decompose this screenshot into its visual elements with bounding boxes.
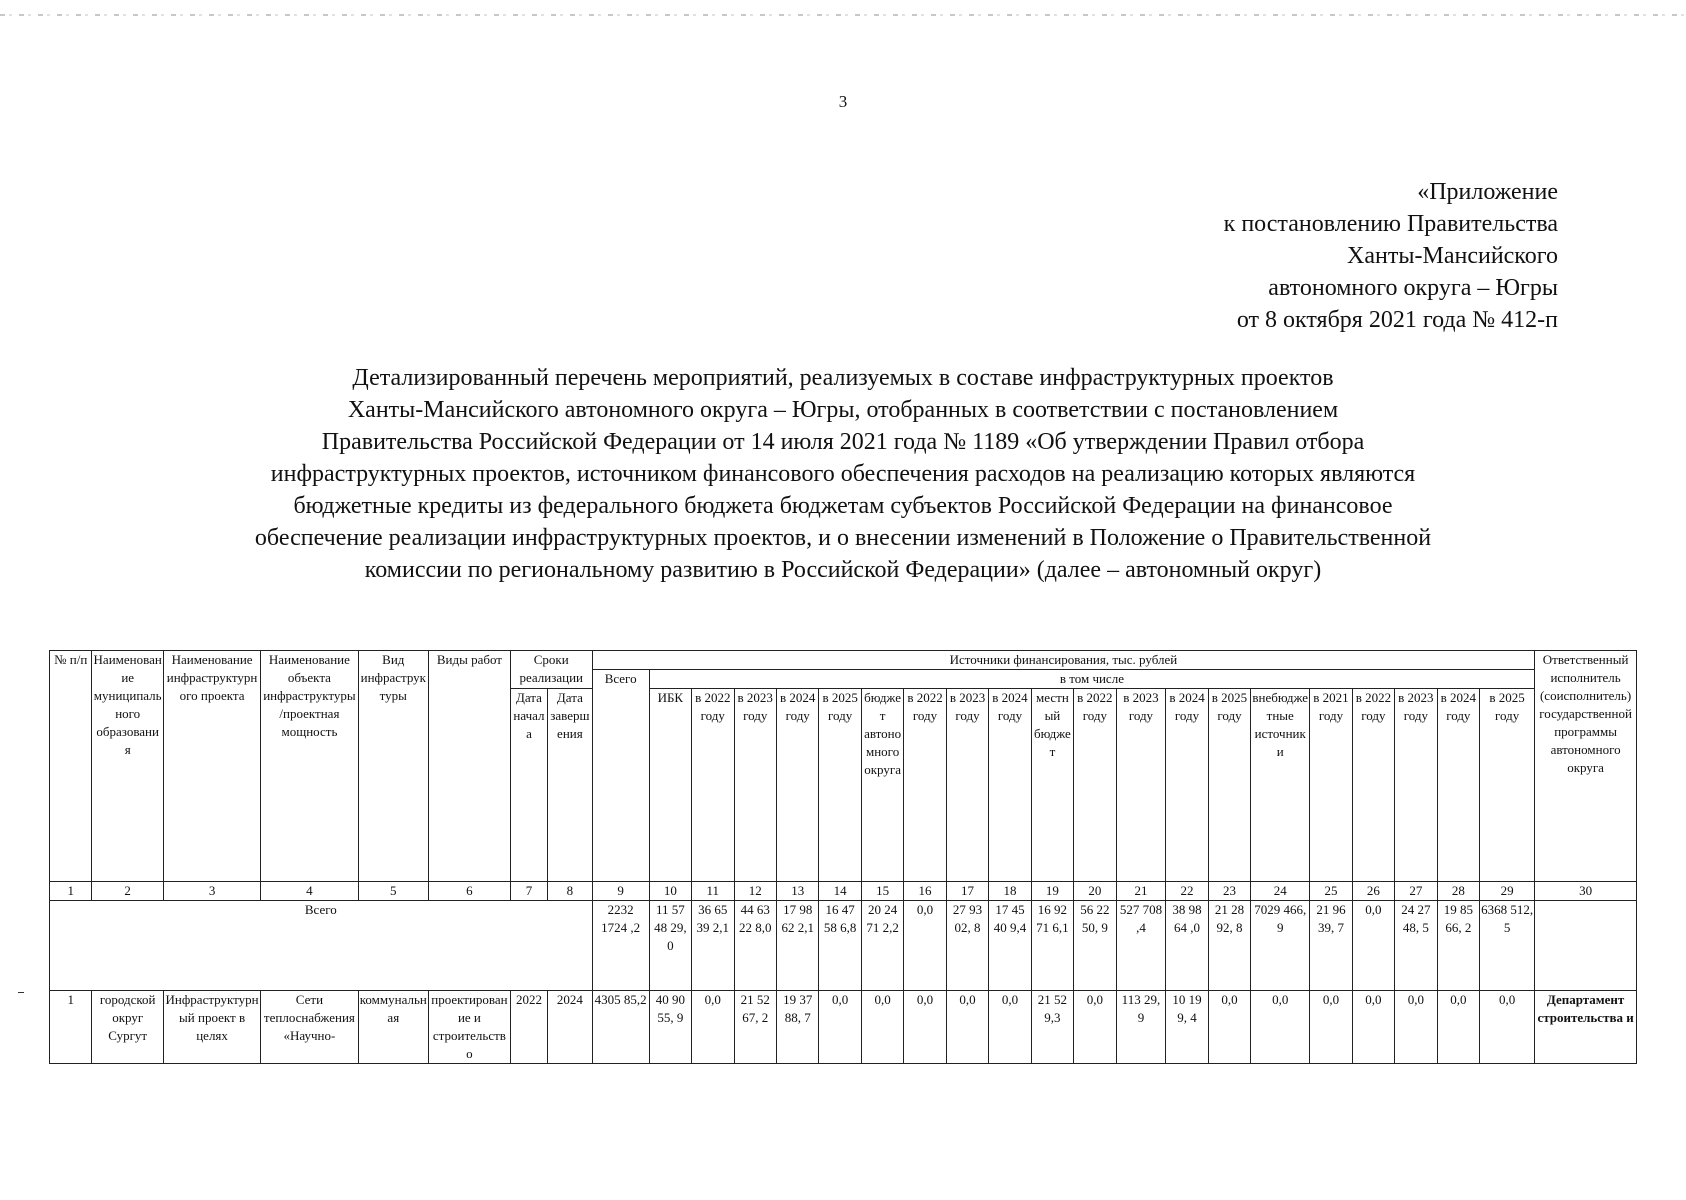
total-cell: 0,0 xyxy=(1352,901,1394,991)
header-cell: в 2024 году xyxy=(1166,689,1208,882)
column-number-cell: 9 xyxy=(592,882,649,901)
appendix-line: от 8 октября 2021 года № 412-п xyxy=(1236,307,1558,333)
total-cell: 6368 512, 5 xyxy=(1480,901,1535,991)
value-cell: 0,0 xyxy=(1395,991,1437,1064)
responsible-cell: Департамент строительства и xyxy=(1535,991,1637,1064)
value-cell: 0,0 xyxy=(904,991,946,1064)
value-cell: 113 29, 9 xyxy=(1116,991,1166,1064)
header-cell: бюджет автономного округа xyxy=(861,689,903,882)
column-number-cell: 10 xyxy=(649,882,691,901)
column-number-cell: 5 xyxy=(358,882,428,901)
total-cell: 19 85 66, 2 xyxy=(1437,901,1479,991)
total-cell: 11 57 48 29, 0 xyxy=(649,901,691,991)
header-cell: местный бюджет xyxy=(1031,689,1073,882)
header-cell: внебюджетные источники xyxy=(1251,689,1310,882)
column-number-cell: 12 xyxy=(734,882,776,901)
margin-mark xyxy=(18,992,24,993)
total-cell: 44 63 22 8,0 xyxy=(734,901,776,991)
column-number-cell: 14 xyxy=(819,882,861,901)
title-line: комиссии по региональному развитию в Российской Федерации» (далее – автономный округ) xyxy=(364,557,1322,583)
page-number: 3 xyxy=(838,92,848,111)
value-cell: 0,0 xyxy=(1437,991,1479,1064)
total-cell: 7029 466, 9 xyxy=(1251,901,1310,991)
column-number-cell: 30 xyxy=(1535,882,1637,901)
header-cell: ИБК xyxy=(649,689,691,882)
header-cell: Источники финансирования, тыс. рублей xyxy=(592,651,1535,670)
total-cell: 21 28 92, 8 xyxy=(1208,901,1250,991)
column-number-cell: 1 xyxy=(50,882,92,901)
header-cell: Ответственный исполнитель (соисполнитель) государственной программы автономного округа xyxy=(1535,651,1637,882)
total-cell: 38 98 64 ,0 xyxy=(1166,901,1208,991)
column-number-cell: 15 xyxy=(861,882,903,901)
value-cell: 40 90 55, 9 xyxy=(649,991,691,1064)
total-cell: 527 708 ,4 xyxy=(1116,901,1166,991)
table-row xyxy=(50,991,1637,1064)
column-number-cell: 18 xyxy=(989,882,1031,901)
column-number-cell: 6 xyxy=(429,882,511,901)
header-cell: в 2023 году xyxy=(946,689,988,882)
column-number-cell: 19 xyxy=(1031,882,1073,901)
value-cell: 0,0 xyxy=(819,991,861,1064)
appendix-block xyxy=(1224,176,1558,336)
total-cell: 21 96 39, 7 xyxy=(1310,901,1352,991)
total-cell: 56 22 50, 9 xyxy=(1074,901,1116,991)
header-cell: Наименование инфраструктурного проекта xyxy=(163,651,260,882)
column-number-cell: 11 xyxy=(692,882,734,901)
column-number-cell: 17 xyxy=(946,882,988,901)
value-cell: 0,0 xyxy=(861,991,903,1064)
appendix-line: автономного округа – Югры xyxy=(1268,275,1558,301)
column-number-cell: 7 xyxy=(510,882,547,901)
infrastructure-type-cell: коммунальная xyxy=(358,991,428,1064)
title-line: Правительства Российской Федерации от 14 июля 2021 года № 1189 «Об утверждении Правил отбора xyxy=(321,429,1365,455)
header-cell: в 2025 году xyxy=(1208,689,1250,882)
header-cell: Вид инфраструктуры xyxy=(358,651,428,882)
total-cell-empty xyxy=(1535,901,1637,991)
header-cell: в том числе xyxy=(649,670,1535,689)
value-cell: 0,0 xyxy=(1310,991,1352,1064)
header-cell: Виды работ xyxy=(429,651,511,882)
header-cell: в 2023 году xyxy=(734,689,776,882)
header-cell: в 2025 году xyxy=(1480,689,1535,882)
header-cell: в 2023 году xyxy=(1395,689,1437,882)
value-cell: 19 37 88, 7 xyxy=(776,991,818,1064)
header-cell: в 2024 году xyxy=(989,689,1031,882)
column-number-cell: 23 xyxy=(1208,882,1250,901)
appendix-line: «Приложение xyxy=(1417,179,1558,205)
header-row xyxy=(50,651,1637,670)
total-row xyxy=(50,901,1637,991)
value-cell: 0,0 xyxy=(1251,991,1310,1064)
document-title xyxy=(100,362,1586,586)
header-cell: Наименование муниципального образования xyxy=(92,651,163,882)
header-cell: в 2022 году xyxy=(692,689,734,882)
value-cell: 21 52 9,3 xyxy=(1031,991,1073,1064)
value-cell: 0,0 xyxy=(1074,991,1116,1064)
total-cell: 2232 1724 ,2 xyxy=(592,901,649,991)
total-cell: 16 47 58 6,8 xyxy=(819,901,861,991)
scan-edge-noise xyxy=(0,14,1686,16)
row-number: 1 xyxy=(50,991,92,1064)
value-cell: 0,0 xyxy=(1208,991,1250,1064)
column-number-cell: 24 xyxy=(1251,882,1310,901)
column-number-cell: 21 xyxy=(1116,882,1166,901)
total-cell: 16 92 71 6,1 xyxy=(1031,901,1073,991)
column-number-cell: 2 xyxy=(92,882,163,901)
header-cell: в 2025 году xyxy=(819,689,861,882)
header-cell: Дата начала xyxy=(510,689,547,882)
municipality-cell: городской округ Сургут xyxy=(92,991,163,1064)
appendix-line: к постановлению Правительства xyxy=(1223,211,1558,237)
column-number-cell: 3 xyxy=(163,882,260,901)
work-type-cell: проектирование и строительство xyxy=(429,991,511,1064)
header-cell: Наименование объекта инфраструктуры/проектная мощность xyxy=(261,651,358,882)
end-date-cell: 2024 xyxy=(548,991,593,1064)
financing-table-wrapper xyxy=(49,650,1637,1064)
title-line: Ханты-Мансийского автономного округа – Югры, отобранных в соответствии с постановлением xyxy=(347,397,1339,423)
column-number-cell: 22 xyxy=(1166,882,1208,901)
value-cell: 0,0 xyxy=(946,991,988,1064)
header-cell: в 2022 году xyxy=(1352,689,1394,882)
header-cell: в 2024 году xyxy=(776,689,818,882)
column-number-cell: 27 xyxy=(1395,882,1437,901)
column-number-cell: 25 xyxy=(1310,882,1352,901)
column-number-cell: 28 xyxy=(1437,882,1479,901)
header-cell: № п/п xyxy=(50,651,92,882)
total-cell: 36 65 39 2,1 xyxy=(692,901,734,991)
start-date-cell: 2022 xyxy=(510,991,547,1064)
column-number-row xyxy=(50,882,1637,901)
column-number-cell: 16 xyxy=(904,882,946,901)
title-line: бюджетные кредиты из федерального бюджета бюджетам субъектов Российской Федерации на финансовое xyxy=(293,493,1393,519)
header-cell: в 2024 году xyxy=(1437,689,1479,882)
header-cell: в 2022 году xyxy=(904,689,946,882)
column-number-cell: 4 xyxy=(261,882,358,901)
header-cell: Сроки реализации xyxy=(510,651,592,689)
value-cell: 21 52 67, 2 xyxy=(734,991,776,1064)
object-name-cell: Сети теплоснабжения «Научно- xyxy=(261,991,358,1064)
total-cell: 20 24 71 2,2 xyxy=(861,901,903,991)
header-cell: в 2023 году xyxy=(1116,689,1166,882)
appendix-line: Ханты-Мансийского xyxy=(1347,243,1558,269)
header-cell: в 2022 году xyxy=(1074,689,1116,882)
total-cell: 27 93 02, 8 xyxy=(946,901,988,991)
value-cell: 0,0 xyxy=(1480,991,1535,1064)
total-cell: 17 45 40 9,4 xyxy=(989,901,1031,991)
title-line: обеспечение реализации инфраструктурных проектов, и о внесении изменений в Положение о Правительственной xyxy=(254,525,1432,551)
value-cell: 0,0 xyxy=(989,991,1031,1064)
header-cell: Дата завершения xyxy=(548,689,593,882)
total-cell: 0,0 xyxy=(904,901,946,991)
column-number-cell: 26 xyxy=(1352,882,1394,901)
title-line: инфраструктурных проектов, источником финансового обеспечения расходов на реализацию которых являются xyxy=(270,461,1416,487)
value-cell: 0,0 xyxy=(1352,991,1394,1064)
header-cell: в 2021 году xyxy=(1310,689,1352,882)
title-line: Детализированный перечень мероприятий, реализуемых в составе инфраструктурных проектов xyxy=(352,365,1334,391)
total-label: Всего xyxy=(50,901,593,991)
value-cell: 10 19 9, 4 xyxy=(1166,991,1208,1064)
column-number-cell: 13 xyxy=(776,882,818,901)
header-cell: Всего xyxy=(592,670,649,882)
total-cell: 24 27 48, 5 xyxy=(1395,901,1437,991)
value-cell: 4305 85,2 xyxy=(592,991,649,1064)
column-number-cell: 20 xyxy=(1074,882,1116,901)
column-number-cell: 29 xyxy=(1480,882,1535,901)
value-cell: 0,0 xyxy=(692,991,734,1064)
project-name-cell: Инфраструктурный проект в целях xyxy=(163,991,260,1064)
financing-table xyxy=(49,650,1637,1064)
total-cell: 17 98 62 2,1 xyxy=(776,901,818,991)
column-number-cell: 8 xyxy=(548,882,593,901)
